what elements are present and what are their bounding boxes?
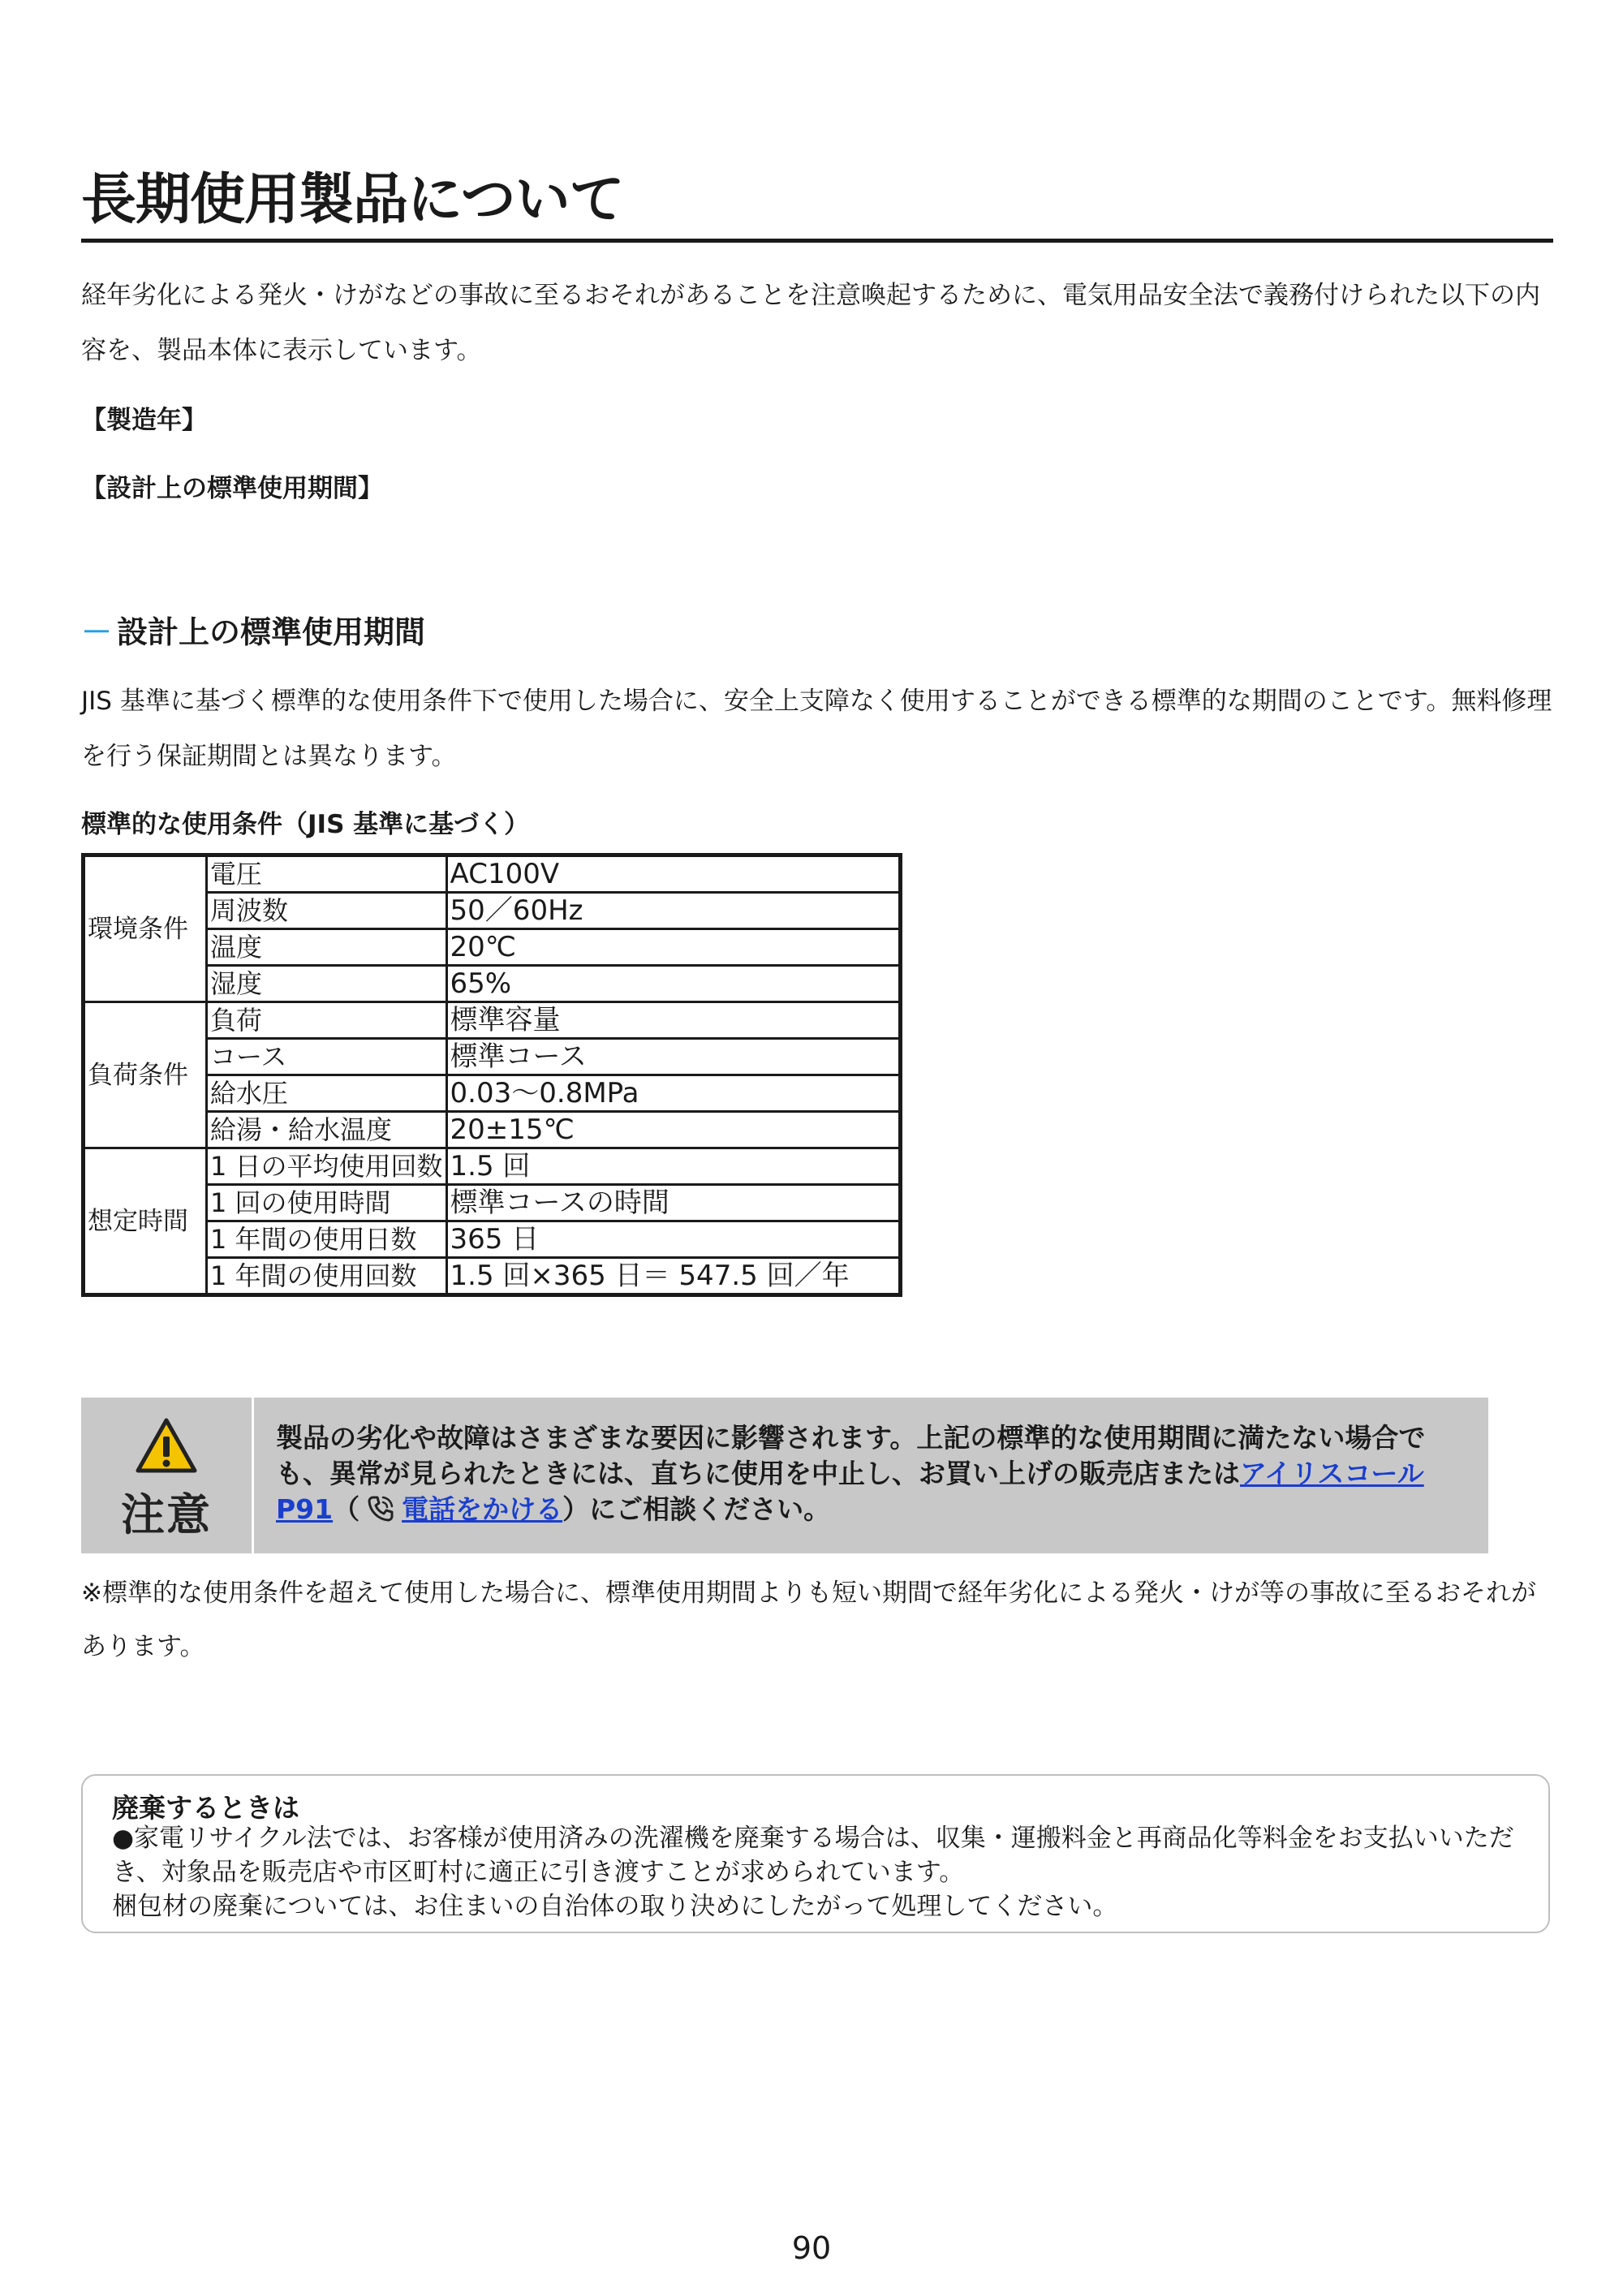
- table-row: [84, 1221, 901, 1258]
- value-cell: 0.03～0.8MPa: [446, 1075, 900, 1112]
- item-cell: 給水圧: [207, 1075, 447, 1112]
- value-cell: 標準容量: [446, 1002, 900, 1039]
- usage-note: ※標準的な使用条件を超えて使用した場合に、標準使用期間よりも短い期間で経年劣化による発火・けが等の事故に至るおそれがあります。: [81, 1579, 1536, 1661]
- value-cell: 365 日: [446, 1221, 900, 1258]
- caution-label: 注意: [121, 1489, 212, 1540]
- value-cell: 1.5 回: [446, 1148, 900, 1185]
- item-cell: 温度: [207, 929, 447, 966]
- value-cell: 1.5 回×365 日＝ 547.5 回／年: [446, 1258, 900, 1295]
- item-cell: 1 年間の使用回数: [207, 1258, 447, 1295]
- item-cell: 周波数: [207, 893, 447, 929]
- value-cell: 標準コースの時間: [446, 1185, 900, 1221]
- caution-side: [81, 1398, 254, 1553]
- phone-call-link[interactable]: 電話をかける: [402, 1493, 563, 1525]
- value-cell: 20℃: [446, 929, 900, 966]
- value-cell: 20±15℃: [446, 1112, 900, 1148]
- table-row: [84, 1112, 901, 1148]
- disposal-line-packaging: 梱包材の廃棄については、お住まいの自治体の取り決めにしたがって処理してください。: [112, 1892, 1118, 1921]
- iris-call-link[interactable]: アイリスコール P91: [276, 1458, 1424, 1525]
- section-heading-text: 設計上の標準使用期間: [117, 614, 426, 650]
- table-row: [84, 929, 901, 966]
- group-cell: 環境条件: [84, 855, 207, 1002]
- table-caption: 標準的な使用条件（JIS 基準に基づく）: [81, 810, 530, 839]
- item-cell: 電圧: [207, 855, 447, 893]
- caution-message-end: ）にご相談ください。: [562, 1493, 831, 1525]
- value-cell: 50／60Hz: [446, 893, 900, 929]
- caution-box: [81, 1398, 1488, 1553]
- section-marker: －: [81, 614, 113, 650]
- caution-text: [276, 1420, 1469, 1528]
- item-cell: 1 日の平均使用回数: [207, 1148, 447, 1185]
- group-cell: 想定時間: [84, 1148, 207, 1295]
- table-row: [84, 855, 901, 893]
- value-cell: 65%: [446, 966, 900, 1002]
- disposal-line-recycling: ●家電リサイクル法では、お客様が使用済みの洗濯機を廃棄する場合は、収集・運搬料金と再商品化等料金をお支払いいただき、対象品を販売店や市区町村に適正に引き渡すことが求められています。: [112, 1824, 1514, 1887]
- section-heading: [81, 607, 425, 652]
- item-cell: 給湯・給水温度: [207, 1112, 447, 1148]
- item-cell: 1 年間の使用日数: [207, 1221, 447, 1258]
- table-row: [84, 966, 901, 1002]
- item-cell: 湿度: [207, 966, 447, 1002]
- caution-message: 製品の劣化や故障はさまざまな要因に影響されます。上記の標準的な使用期間に満たない場合でも、異常が見られたときには、直ちに使用を中止し、お買い上げの販売店または: [276, 1422, 1426, 1489]
- table-row: [84, 1075, 901, 1112]
- table-row: [84, 1039, 901, 1075]
- disposal-box: [81, 1774, 1550, 1933]
- section-description: JIS 基準に基づく標準的な使用条件下で使用した場合に、安全上支障なく使用することができる標準的な期間のことです。無料修理を行う保証期間とは異なります。: [81, 687, 1552, 771]
- table-row: [84, 1185, 901, 1221]
- item-cell: コース: [207, 1039, 447, 1075]
- table-row: [84, 1258, 901, 1295]
- disposal-title: 廃棄するときは: [112, 1792, 299, 1824]
- disposal-body: [112, 1821, 1516, 1923]
- table-row: [84, 893, 901, 929]
- group-cell: 負荷条件: [84, 1002, 207, 1148]
- page-title: 長期使用製品について: [81, 166, 1553, 243]
- paren-open: （: [333, 1493, 360, 1525]
- intro-paragraph: 経年劣化による発火・けがなどの事故に至るおそれがあることを注意喚起するために、電気用品安全法で義務付けられた以下の内容を、製品本体に表示しています。: [81, 281, 1540, 365]
- phone-icon: [366, 1494, 395, 1523]
- item-cell: 1 回の使用時間: [207, 1185, 447, 1221]
- warning-triangle-icon: [136, 1417, 197, 1474]
- table-row: [84, 1002, 901, 1039]
- design-period-label: 【設計上の標準使用期間】: [81, 474, 383, 503]
- page-number: 90: [791, 2230, 832, 2266]
- usage-conditions-table: [81, 853, 902, 1297]
- manufacture-year-label: 【製造年】: [81, 406, 207, 435]
- table-row: [84, 1148, 901, 1185]
- value-cell: 標準コース: [446, 1039, 900, 1075]
- item-cell: 負荷: [207, 1002, 447, 1039]
- value-cell: AC100V: [446, 855, 900, 893]
